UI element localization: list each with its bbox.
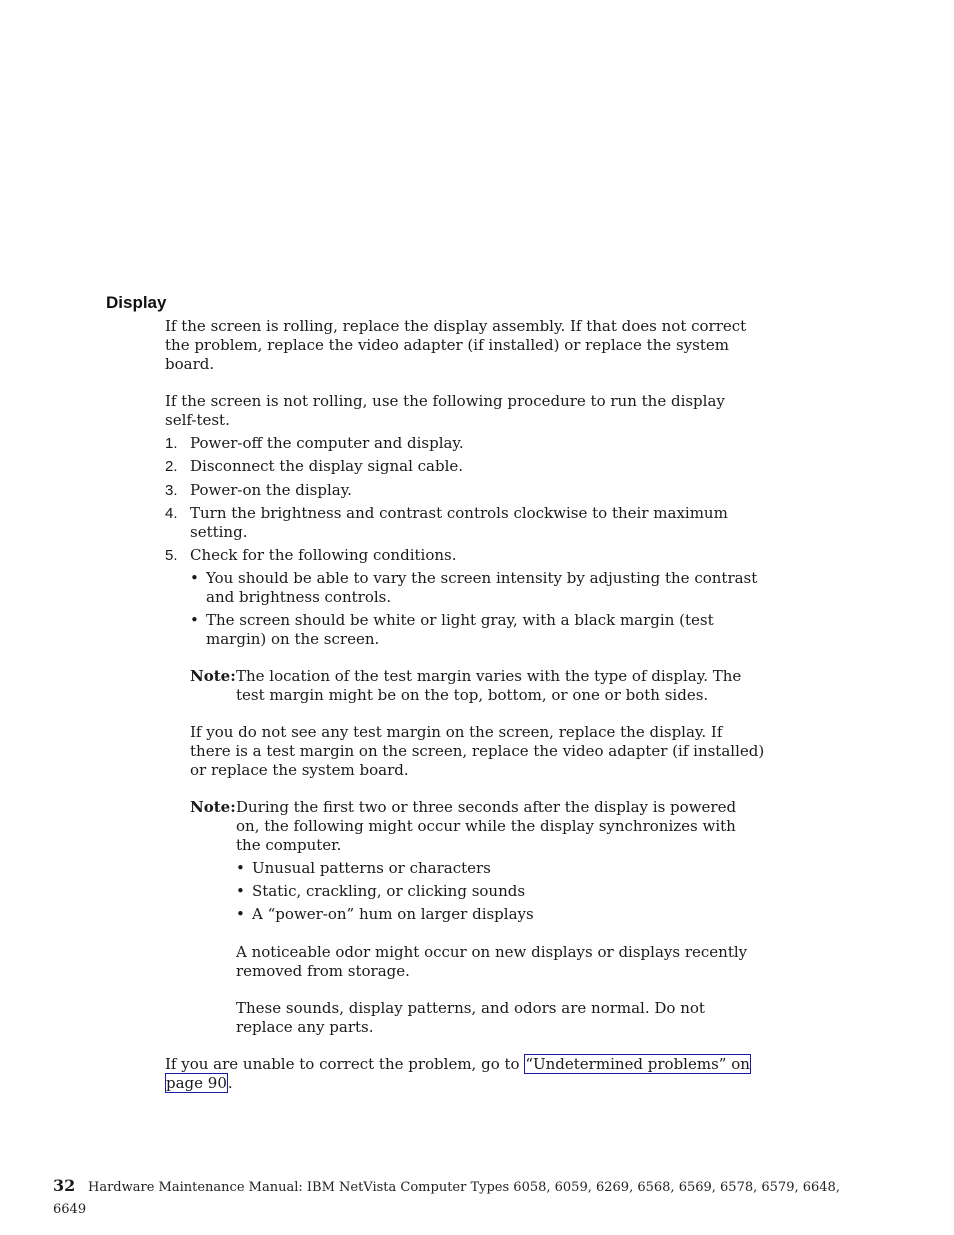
step-number: 4. — [165, 505, 178, 522]
undetermined-problems-link[interactable]: “Undetermined problems” on — [525, 1055, 750, 1073]
closing-prefix: If you are unable to correct the problem, go to — [165, 1055, 525, 1073]
condition-text — [206, 569, 757, 607]
note-bullet-text: A “power-on” hum on larger displays — [252, 905, 534, 923]
footer-title-line-1: Hardware Maintenance Manual: IBM NetVista Computer Types 6058, 6059, 6269, 6568, 6569, 6578, 6579, 6648, — [88, 1180, 840, 1195]
text-line: on, the following might occur while the display synchronizes with — [236, 817, 736, 835]
section-title: Display — [106, 293, 167, 312]
text-line: You should be able to vary the screen intensity by adjusting the contrast — [206, 569, 758, 587]
note-label: Note: — [190, 667, 236, 685]
text-line: the problem, replace the video adapter (if installed) or replace the system — [165, 336, 729, 354]
text-line: If you do not see any test margin on the screen, replace the display. If — [190, 723, 723, 741]
step-number: 1. — [165, 435, 178, 452]
text-line: board. — [165, 355, 215, 373]
text-line: test margin might be on the top, bottom, or one or both sides. — [236, 686, 709, 704]
step-text: Power-off the computer and display. — [190, 434, 464, 452]
step-number: 5. — [165, 547, 178, 564]
note-bullet-text: Static, crackling, or clicking sounds — [252, 882, 526, 900]
page-90-link[interactable]: page 90 — [166, 1074, 227, 1092]
bullet-icon: • — [190, 569, 199, 587]
bullet-icon: • — [236, 905, 245, 923]
step-text: Disconnect the display signal cable. — [190, 457, 464, 475]
text-line: setting. — [190, 523, 248, 541]
step-text: Check for the following conditions. — [190, 546, 457, 564]
text-line: and brightness controls. — [206, 588, 392, 606]
bullet-icon: • — [236, 882, 245, 900]
step-number: 3. — [165, 482, 178, 499]
odor-paragraph — [236, 943, 747, 981]
closing-line-1 — [165, 1055, 751, 1074]
text-line: During the first two or three seconds after the display is powered — [236, 798, 737, 816]
note-text — [236, 667, 741, 705]
intro-paragraph-1 — [165, 317, 746, 374]
condition-text — [206, 611, 714, 649]
step-text — [190, 504, 728, 542]
bullet-icon: • — [236, 859, 245, 877]
text-line: If the screen is not rolling, use the following procedure to run the display — [165, 392, 725, 410]
text-line: A noticeable odor might occur on new displays or displays recently — [236, 943, 748, 961]
closing-line-2 — [165, 1074, 233, 1093]
footer-title-line-2: 6649 — [53, 1202, 87, 1217]
step-text: Power-on the display. — [190, 481, 352, 499]
note-text — [236, 798, 736, 855]
text-line: replace any parts. — [236, 1018, 374, 1036]
text-line: the computer. — [236, 836, 342, 854]
text-line: there is a test margin on the screen, replace the video adapter (if installed) — [190, 742, 765, 760]
text-line: If the screen is rolling, replace the display assembly. If that does not correct — [165, 317, 747, 335]
note-bullet-text: Unusual patterns or characters — [252, 859, 491, 877]
bullet-icon: • — [190, 611, 199, 629]
text-line: or replace the system board. — [190, 761, 409, 779]
text-line: removed from storage. — [236, 962, 410, 980]
step-number: 2. — [165, 458, 178, 475]
intro-paragraph-2 — [165, 392, 725, 430]
page-number: 32 — [53, 1176, 76, 1195]
closing-suffix: . — [227, 1074, 233, 1092]
text-line: These sounds, display patterns, and odors are normal. Do not — [236, 999, 705, 1017]
note-label: Note: — [190, 798, 236, 816]
text-line: The screen should be white or light gray, with a black margin (test — [206, 611, 714, 629]
replace-paragraph — [190, 723, 764, 780]
text-line: self-test. — [165, 411, 230, 429]
text-line: Turn the brightness and contrast controls clockwise to their maximum — [190, 504, 728, 522]
text-line: The location of the test margin varies with the type of display. The — [236, 667, 742, 685]
normal-paragraph — [236, 999, 705, 1037]
text-line: margin) on the screen. — [206, 630, 380, 648]
